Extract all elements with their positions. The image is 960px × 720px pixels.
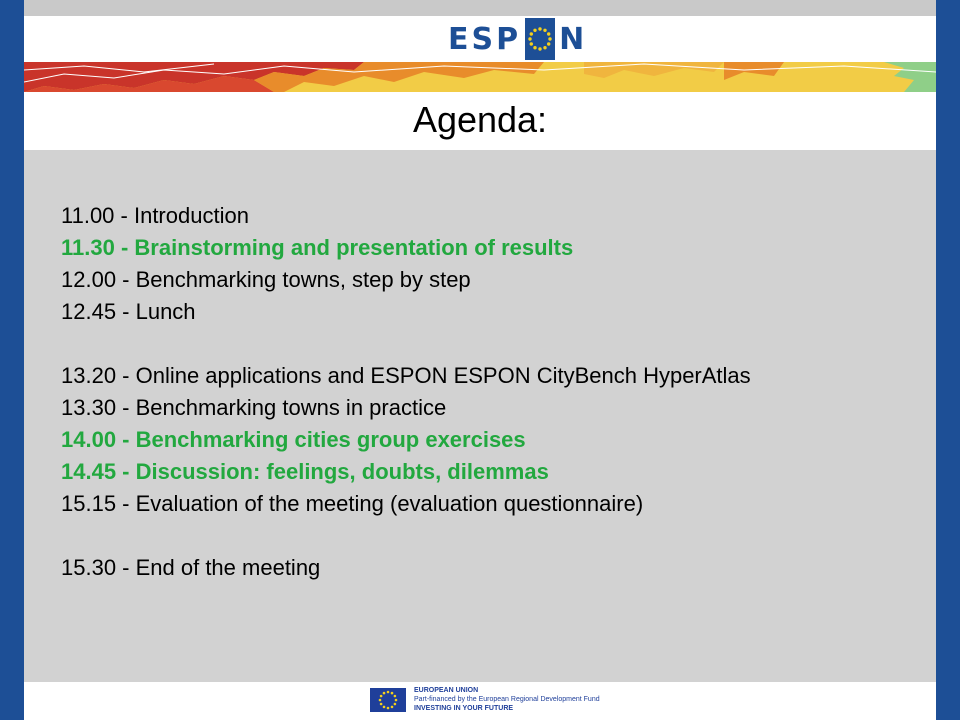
title-band [24,92,936,150]
header-band [24,16,936,62]
map-strip [24,62,936,92]
agenda-spacer [61,328,921,360]
agenda-item-highlighted: 14.00 - Benchmarking cities group exercises [61,427,526,452]
top-strip [24,0,936,16]
left-frame-bar [0,0,24,720]
agenda-item: 11.00 - Introduction [61,203,249,228]
agenda-item: 15.30 - End of the meeting [61,555,321,580]
logo-text-right: N [559,21,588,57]
eu-funding-text [414,686,714,713]
espon-logo [448,18,587,60]
agenda-item-highlighted: 11.30 - Brainstorming and presentation of results [61,235,574,260]
logo-text-left: ESP [448,21,522,57]
eu-stars-circle-icon [525,18,555,60]
agenda-item: 12.00 - Benchmarking towns, step by step [61,267,471,292]
eu-flag-icon [370,688,406,712]
right-frame-bar [936,0,960,720]
eu-line-1: EUROPEAN UNION [414,687,479,694]
agenda-item-highlighted: 14.45 - Discussion: feelings, doubts, dilemmas [61,459,549,484]
eu-line-2: Part-financed by the European Regional Development Fund [414,696,600,703]
agenda-item: 13.20 - Online applications and ESPON ESPON CityBench HyperAtlas [61,363,751,388]
agenda-item: 13.30 - Benchmarking towns in practice [61,395,447,420]
slide-title: Agenda: [412,99,548,140]
agenda-spacer [61,520,921,552]
agenda-item: 15.15 - Evaluation of the meeting (evaluation questionnaire) [61,491,644,516]
agenda-item: 12.45 - Lunch [61,299,196,324]
eu-line-3: INVESTING IN YOUR FUTURE [414,705,514,712]
agenda-list [61,200,921,584]
footer-band [24,682,936,720]
